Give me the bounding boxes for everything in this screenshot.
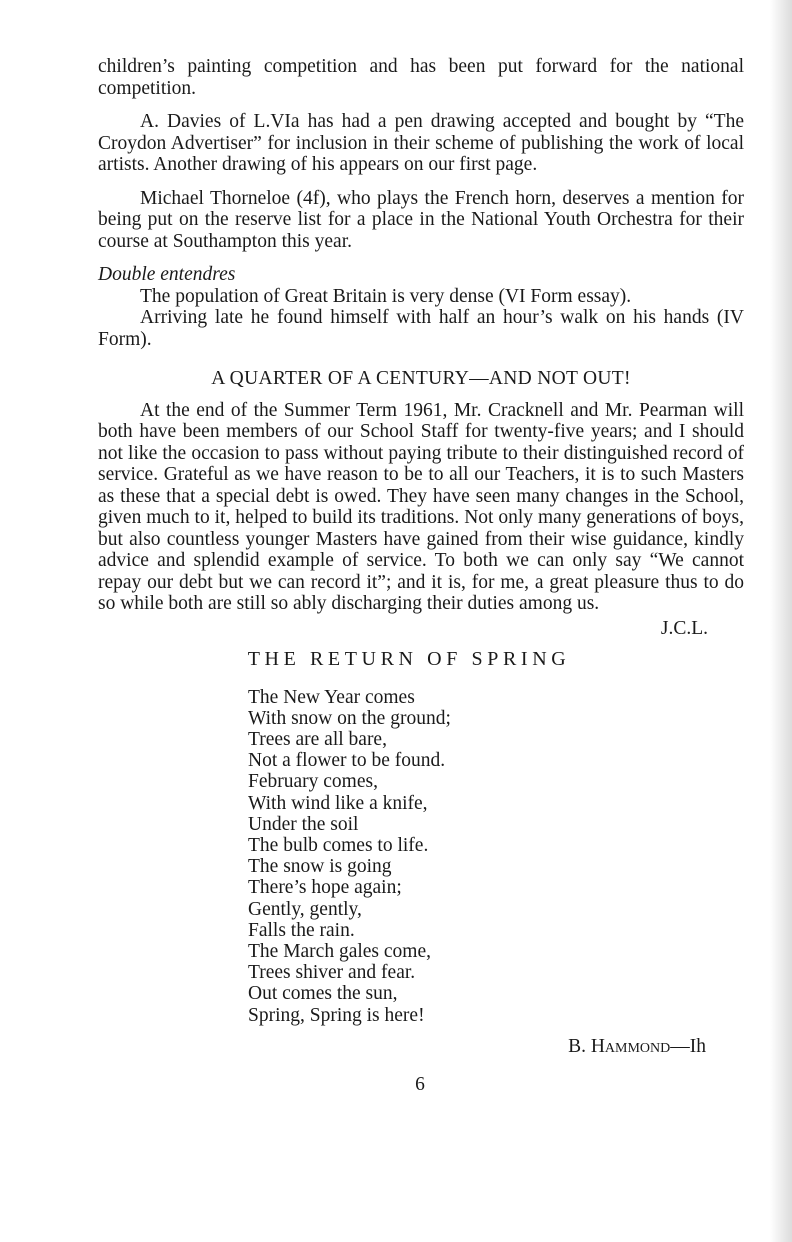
page-edge-shadow: [770, 0, 792, 1242]
poem-line: Gently, gently,: [248, 898, 362, 920]
tribute-body: At the end of the Summer Term 1961, Mr. Cracknell and Mr. Pearman will both have been members of our School Staff for twenty-five years; and I should not like the occasion to pass without paying tribute to their distinguished record of service. Grateful as we have reason to be to all our Teachers, it is to such Masters as these that a special debt is owed. They have seen many changes in the School, given much to it, helped to build its traditions. Not only many generations of boys, but also countless younger Masters have gained from their wise guidance, kindly advice and splendid example of service. To both we can only say “We cannot repay our debt but we can record it”; and it is, for me, a great pleasure thus to do so while both are still so ably discharging their duties among us.: [98, 399, 744, 614]
document-page: [98, 56, 744, 1096]
paragraph-davies-drawing: A. Davies of L.VIa has had a pen drawing accepted and bought by “The Croydon Advertiser” for inclusion in their scheme of publishing the work of local artists. Another drawing of his appears on our first page.: [98, 111, 744, 175]
poem-line: Not a flower to be found.: [248, 750, 446, 772]
poem-line: Trees are all bare,: [248, 728, 387, 750]
poem-line: The snow is going: [248, 856, 392, 878]
poem-line: The bulb comes to life.: [248, 834, 429, 856]
poem-line: There’s hope again;: [248, 877, 402, 899]
poem-line: Spring, Spring is here!: [248, 1004, 425, 1026]
double-entendres-heading: Double entendres: [98, 264, 236, 285]
poem-line: The New Year comes: [248, 686, 415, 708]
poem-line: February comes,: [248, 771, 378, 793]
poem-line: Under the soil: [248, 813, 359, 835]
tribute-heading: A QUARTER OF A CENTURY—AND NOT OUT!: [211, 368, 631, 389]
paragraph-painting-competition: children’s painting competition and has been put forward for the national competition.: [98, 56, 744, 99]
poem-body: [248, 687, 744, 1026]
double-entendre-line-1: The population of Great Britain is very dense (VI Form essay).: [140, 285, 632, 307]
poem-title: THE RETURN OF SPRING: [247, 648, 571, 670]
double-entendre-line-2: Arriving late he found himself with half an hour’s walk on his hands (IV Form).: [98, 307, 744, 350]
poem-line: Out comes the sun,: [248, 983, 398, 1005]
tribute-signoff: J.C.L.: [660, 617, 708, 639]
poem-line: The March gales come,: [248, 940, 432, 962]
poem-line: Trees shiver and fear.: [248, 962, 416, 984]
poem-author-form: —Ih: [670, 1035, 706, 1057]
poem-line: With wind like a knife,: [248, 792, 428, 814]
page-number: 6: [415, 1074, 425, 1096]
poem-author: [98, 1036, 744, 1058]
poem-line: Falls the rain.: [248, 919, 355, 941]
paragraph-thorneloe-horn: Michael Thorneloe (4f), who plays the French horn, deserves a mention for being put on the reserve list for a place in the National Youth Orchestra for their course at Southampton this year.: [98, 187, 744, 252]
poem-author-name: B. Hammond: [568, 1035, 671, 1057]
poem-line: With snow on the ground;: [248, 707, 451, 729]
